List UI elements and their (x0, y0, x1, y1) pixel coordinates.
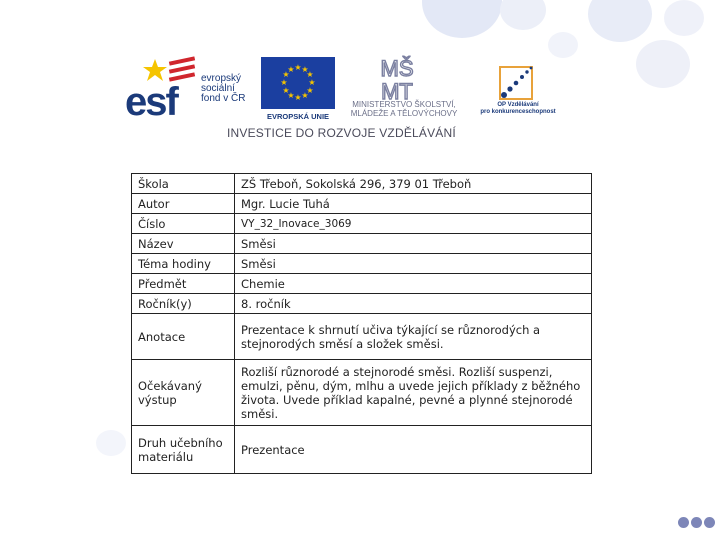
row-value: Směsi (235, 234, 592, 254)
svg-text:esf: esf (125, 80, 177, 119)
svg-text:★: ★ (294, 93, 302, 102)
svg-text:★: ★ (287, 65, 295, 74)
nav-dot (704, 517, 715, 528)
decorative-bubble (96, 430, 126, 456)
table-row (132, 426, 592, 474)
svg-text:★: ★ (287, 91, 295, 100)
row-value: 8. ročník (235, 294, 592, 314)
op-label-line: OP Vzdělávání (497, 102, 539, 108)
svg-text:★: ★ (306, 86, 314, 95)
logo-banner (125, 55, 555, 147)
row-label: Anotace (132, 314, 235, 360)
decorative-bubble (500, 0, 546, 30)
row-label: Autor (132, 194, 235, 214)
table-row (132, 214, 592, 234)
svg-text:★: ★ (282, 70, 290, 79)
eu-label: EVROPSKÁ UNIE (266, 112, 330, 121)
row-label: Číslo (132, 214, 235, 234)
msmt-logo (371, 55, 423, 101)
decorative-bubble (636, 40, 690, 88)
svg-text:★: ★ (306, 70, 314, 79)
esf-text-line: fond v ČR (201, 93, 246, 104)
msmt-mark-top: MŠ (380, 56, 414, 81)
row-label: Očekávaný výstup (132, 360, 235, 426)
table-row (132, 274, 592, 294)
table-row (132, 234, 592, 254)
row-value: Prezentace (235, 426, 592, 474)
row-label: Druh učebního materiálu (132, 426, 235, 474)
nav-dot (678, 517, 689, 528)
row-label: Název (132, 234, 235, 254)
row-label: Téma hodiny (132, 254, 235, 274)
svg-text:★: ★ (282, 86, 290, 95)
table-row (132, 174, 592, 194)
msmt-mark-bottom: MT (381, 79, 413, 101)
esf-text-line: sociální (201, 83, 235, 94)
svg-text:★: ★ (280, 78, 288, 87)
table-row (132, 194, 592, 214)
svg-text:★: ★ (301, 65, 309, 74)
msmt-label-line: MLÁDEŽE A TĚLOVÝCHOVY (350, 109, 458, 118)
table-row (132, 314, 592, 360)
row-label: Ročník(y) (132, 294, 235, 314)
row-value: Mgr. Lucie Tuhá (235, 194, 592, 214)
esf-text (201, 74, 245, 104)
metadata-table (131, 173, 592, 474)
decorative-bubble (664, 0, 704, 36)
msmt-label (339, 100, 469, 118)
table-row (132, 360, 592, 426)
op-label-line: pro konkurenceschopnost (480, 109, 556, 115)
row-label: Škola (132, 174, 235, 194)
msmt-label-line: MINISTERSTVO ŠKOLSTVÍ, (352, 100, 456, 109)
op-label (470, 102, 566, 116)
table-row (132, 254, 592, 274)
svg-text:★: ★ (294, 63, 302, 72)
decorative-bubble (422, 0, 502, 38)
decorative-bubble (588, 0, 652, 42)
row-value: VY_32_Inovace_3069 (235, 214, 592, 234)
eu-flag-logo (261, 57, 335, 109)
tagline: INVESTICE DO ROZVOJE VZDĚLÁVÁNÍ (227, 126, 456, 140)
nav-dot (691, 517, 702, 528)
svg-text:★: ★ (301, 91, 309, 100)
row-value: Chemie (235, 274, 592, 294)
row-value: Prezentace k shrnutí učiva týkající se různorodých a stejnorodých směsí a složek směsi. (235, 314, 592, 360)
row-value: ZŠ Třeboň, Sokolská 296, 379 01 Třeboň (235, 174, 592, 194)
row-value: Směsi (235, 254, 592, 274)
row-label: Předmět (132, 274, 235, 294)
table-row (132, 294, 592, 314)
row-value: Rozliší různorodé a stejnorodé směsi. Rozliší suspenzi, emulzi, pěnu, dým, mlhu a uvede jejich příklady z běžného života. Uvede příklad kapalné, pevné a plynné stejnorodé směsi. (235, 360, 592, 426)
svg-text:★: ★ (308, 78, 316, 87)
esf-text-line: evropský (201, 73, 242, 84)
